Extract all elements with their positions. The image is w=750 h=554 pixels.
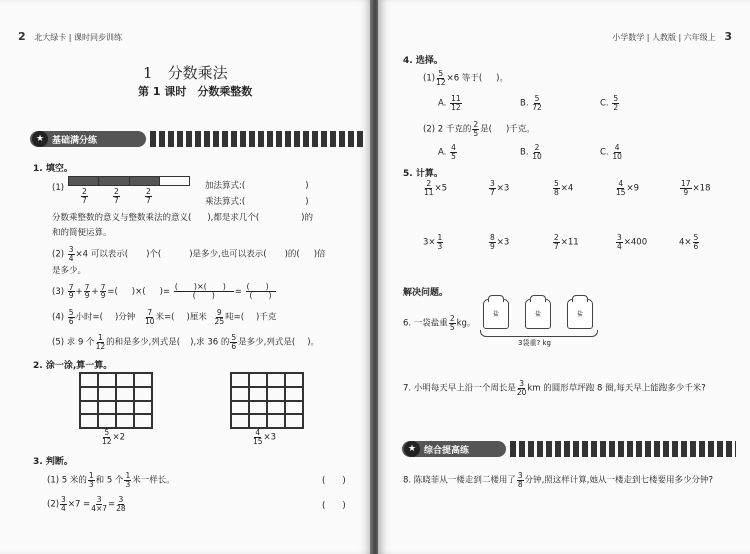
q1-2: (2) $\frac{3}{4}$ ×4 可以表示( )个( )是多少,也可以表示( )的( )倍: [52, 245, 326, 263]
left-page: [0, 0, 372, 554]
left-header: [18, 30, 122, 43]
q4-1: (1) $\frac{5}{12}$ ×6 等于( )。: [423, 69, 508, 87]
q3-title: 3. 判断。: [33, 457, 73, 467]
grid1-caption: $\frac{5}{12}$ ×2: [102, 428, 126, 446]
calc-2-3: $\frac{2}{7}$ ×11: [554, 233, 579, 251]
advanced-banner-label: 综合提高练: [424, 445, 470, 456]
calc-2-1: 3× $\frac{1}{3}$: [423, 233, 443, 251]
calc-2-4: $\frac{3}{4}$ ×400: [617, 233, 648, 251]
addition-expression: 加法算式:( ): [205, 181, 309, 191]
bar-label-3: $\frac{2}{7}$: [146, 187, 151, 205]
calc-2-2: $\frac{8}{9}$ ×3: [490, 233, 510, 251]
q3-2-answer[interactable]: ( ): [322, 501, 346, 511]
calc-2-5: 4× $\frac{5}{6}$: [679, 233, 699, 251]
left-page-number: 2: [18, 30, 26, 43]
lesson-title: 第 1 课时 分数乘整数: [138, 85, 253, 98]
q8: 8. 陈晓菲从一楼走到二楼用了 $\frac{3}{8}$ 分钟,照这样计算,她从一楼走到七楼要用多少分钟?: [403, 471, 714, 489]
fraction-bar: [68, 176, 190, 186]
banner-stripe: [150, 131, 365, 147]
q1-5: (5) 求 9 个 $\frac{1}{12}$ 的和是多少,列式是( ),求 36 的 $\frac{5}{6}$ 是多少,列式是( )。: [52, 333, 320, 351]
q4-2-option-b[interactable]: B. $\frac{2}{10}$: [520, 143, 542, 161]
q1-3: (3) $\frac{7}{9}$ + $\frac{7}{9}$ + $\frac{7}{9}$ =( )×( )= $\frac{( )\times( )}{( )}$ = $\frac{( )}{( )}$: [52, 283, 277, 300]
q4-2-option-c[interactable]: C. $\frac{4}{10}$: [600, 143, 622, 161]
q4-2: (2) 2 千克的 $\frac{2}{5}$ 是( )千克。: [423, 120, 535, 138]
medal-icon: ★: [404, 441, 420, 457]
bar-label-1: $\frac{2}{7}$: [82, 187, 87, 205]
brace: [480, 330, 598, 337]
coloring-grid-1[interactable]: [79, 372, 153, 429]
left-header-text: 北大绿卡 | 课时同步训练: [34, 33, 122, 42]
coloring-grid-2[interactable]: [230, 372, 304, 429]
right-page-number: 3: [724, 30, 732, 43]
q1-4: (4) $\frac{5}{6}$ 小时=( )分钟 $\frac{7}{10}$ 米=( )厘米 $\frac{9}{25}$ 吨=( )千克: [52, 308, 277, 326]
calc-1-1: $\frac{2}{11}$ ×5: [424, 179, 448, 197]
q4-1-option-c[interactable]: C. $\frac{5}{2}$: [600, 94, 619, 112]
calc-1-5: $\frac{17}{9}$ ×18: [681, 179, 711, 197]
basic-banner-label: 基础满分练: [52, 135, 98, 146]
advanced-banner: [402, 441, 506, 457]
salt-bag-icon: 盐: [483, 299, 509, 329]
right-page: [378, 0, 750, 554]
q4-1-option-a[interactable]: A. $\frac{11}{12}$: [438, 94, 461, 112]
meaning-line-1: 分数乘整数的意义与整数乘法的意义( ),都是求几个( )的: [52, 213, 313, 223]
banner-stripe: [510, 441, 736, 457]
solve-title: 解决问题。: [403, 288, 449, 298]
q5-title: 5. 计算。: [403, 169, 443, 179]
q4-1-option-b[interactable]: B. $\frac{5}{72}$: [520, 94, 542, 112]
unit-title: 分数乘法: [167, 64, 228, 82]
calc-1-4: $\frac{4}{15}$ ×9: [616, 179, 640, 197]
right-header-text: 小学数学 | 人教版 | 六年级上: [612, 33, 716, 42]
q6: 6. 一袋盐重 $\frac{2}{5}$ kg。: [403, 314, 476, 332]
q1-2-tail: 是多少。: [52, 266, 87, 276]
unit-heading: [143, 62, 228, 83]
unit-number: 1: [143, 64, 153, 82]
brace-label: 3袋重? kg: [518, 339, 551, 347]
q3-1: (1) 5 米的 $\frac{1}{3}$ 和 5 个 $\frac{1}{3}$ 米一样长。: [47, 471, 175, 489]
calc-1-3: $\frac{5}{8}$ ×4: [554, 179, 574, 197]
q1-1-label: (1): [52, 183, 65, 193]
multiplication-expression: 乘法算式:( ): [205, 197, 309, 207]
q3-1-answer[interactable]: ( ): [322, 476, 346, 486]
medal-icon: ★: [32, 131, 48, 147]
q7: 7. 小明每天早上沿一个周长是 $\frac{3}{20}$ km 的圆形草坪跑 8 圈,每天早上能跑多少千米?: [403, 379, 706, 397]
grid2-caption: $\frac{4}{15}$ ×3: [253, 428, 277, 446]
meaning-line-2: 和的简便运算。: [52, 228, 112, 238]
q4-2-option-a[interactable]: A. $\frac{4}{5}$: [438, 143, 456, 161]
q1-title: 1. 填空。: [33, 164, 73, 174]
right-header: [612, 30, 732, 43]
q2-title: 2. 涂一涂,算一算。: [33, 361, 113, 371]
q3-2: (2) $\frac{3}{4}$ ×7 = $\frac{3}{4\times 7}$ = $\frac{3}{28}$: [47, 495, 126, 513]
bar-label-2: $\frac{2}{7}$: [114, 187, 119, 205]
calc-1-2: $\frac{3}{7}$ ×3: [490, 179, 510, 197]
basic-banner: [30, 131, 146, 147]
q4-title: 4. 选择。: [403, 56, 443, 66]
salt-bag-icon: 盐: [567, 299, 593, 329]
salt-bag-icon: 盐: [525, 299, 551, 329]
